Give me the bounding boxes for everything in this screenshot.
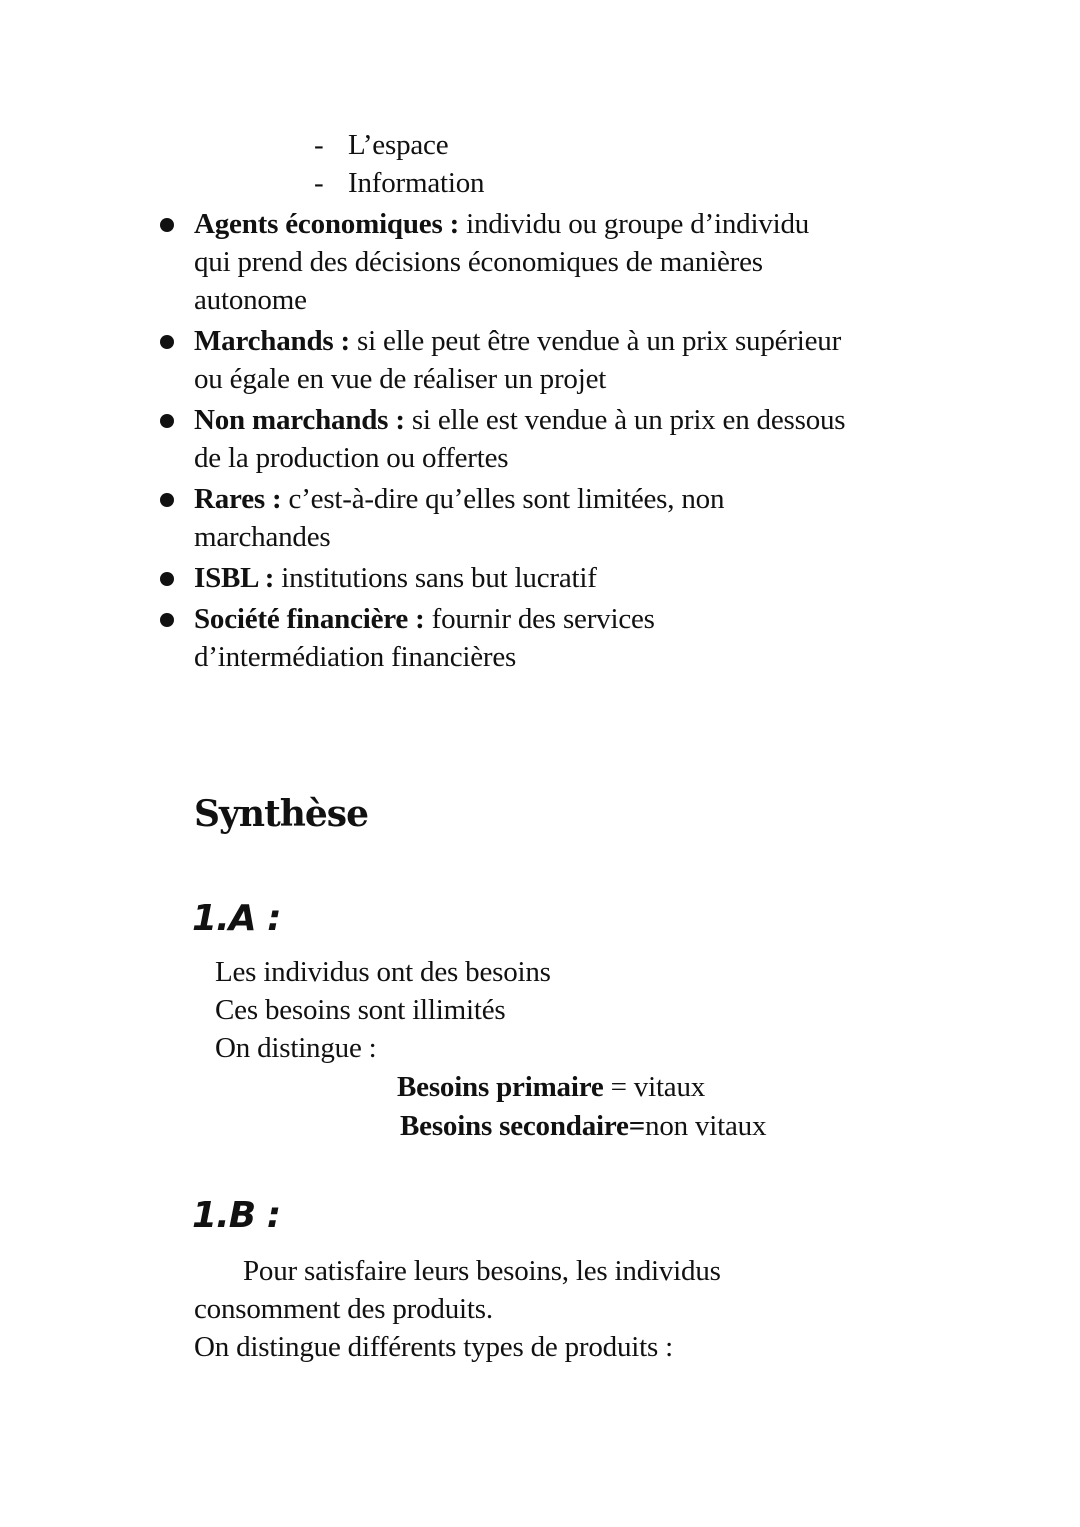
sub-list-item: [314, 164, 485, 202]
paragraph-line: Ces besoins sont illimités: [215, 994, 506, 1026]
bullet-icon: [160, 572, 174, 586]
definition-text: institutions sans but lucratif: [274, 562, 597, 594]
need-value: vitaux: [633, 1071, 706, 1103]
section-title-synthese: Synthèse: [194, 793, 368, 835]
definition-text: si elle peut être vendue à un prix supérieur: [349, 325, 842, 357]
definition-text: si elle est vendue à un prix en dessous: [404, 404, 846, 436]
need-term: Besoins secondaire: [400, 1110, 629, 1142]
definition-line: [194, 480, 724, 518]
subsection-heading-1b: 1.B :: [192, 1195, 281, 1236]
paragraph-line: On distingue différents types de produits :: [194, 1331, 673, 1363]
definition-line: [194, 559, 597, 597]
need-separator: =: [603, 1071, 634, 1103]
definition-line: [194, 401, 845, 439]
definition-line: d’intermédiation financières: [194, 641, 517, 673]
definition-line: autonome: [194, 284, 307, 316]
sub-item-text: L’espace: [348, 129, 449, 161]
bullet-icon: [160, 414, 174, 428]
definition-term: Marchands :: [194, 325, 350, 357]
definition-text: fournir des services: [424, 603, 655, 635]
definition-text: c’est-à-dire qu’elles sont limitées, non: [281, 483, 725, 515]
need-separator: =: [628, 1110, 646, 1142]
definition-line: qui prend des décisions économiques de manières: [194, 246, 763, 278]
paragraph-line: consomment des produits.: [194, 1293, 493, 1325]
definition-term: Rares :: [194, 483, 282, 515]
need-term: Besoins primaire: [397, 1071, 604, 1103]
definition-term: Non marchands :: [194, 404, 405, 436]
subsection-heading-1a: 1.A :: [192, 898, 281, 939]
dash-marker: -: [314, 129, 324, 161]
sub-list-item: [314, 126, 449, 164]
sub-item-text: Information: [348, 167, 485, 199]
definition-line: [194, 600, 655, 638]
definition-line: [194, 322, 841, 360]
definition-line: [194, 205, 809, 243]
paragraph-line: On distingue :: [215, 1032, 377, 1064]
bullet-icon: [160, 335, 174, 349]
need-secondary: [400, 1107, 766, 1145]
definition-text: individu ou groupe d’individu: [459, 208, 810, 240]
definition-term: Agents économiques :: [194, 208, 460, 240]
bullet-icon: [160, 613, 174, 627]
definition-line: ou égale en vue de réaliser un projet: [194, 363, 607, 395]
bullet-icon: [160, 493, 174, 507]
bullet-icon: [160, 218, 174, 232]
definition-line: marchandes: [194, 521, 331, 553]
paragraph-line: Les individus ont des besoins: [215, 956, 551, 988]
need-value: non vitaux: [645, 1110, 767, 1142]
definition-term: Société financière :: [194, 603, 425, 635]
definition-line: de la production ou offertes: [194, 442, 509, 474]
paragraph-line: Pour satisfaire leurs besoins, les individus: [243, 1255, 721, 1287]
definition-term: ISBL :: [194, 562, 275, 594]
need-primary: [397, 1068, 705, 1106]
dash-marker: -: [314, 167, 324, 199]
